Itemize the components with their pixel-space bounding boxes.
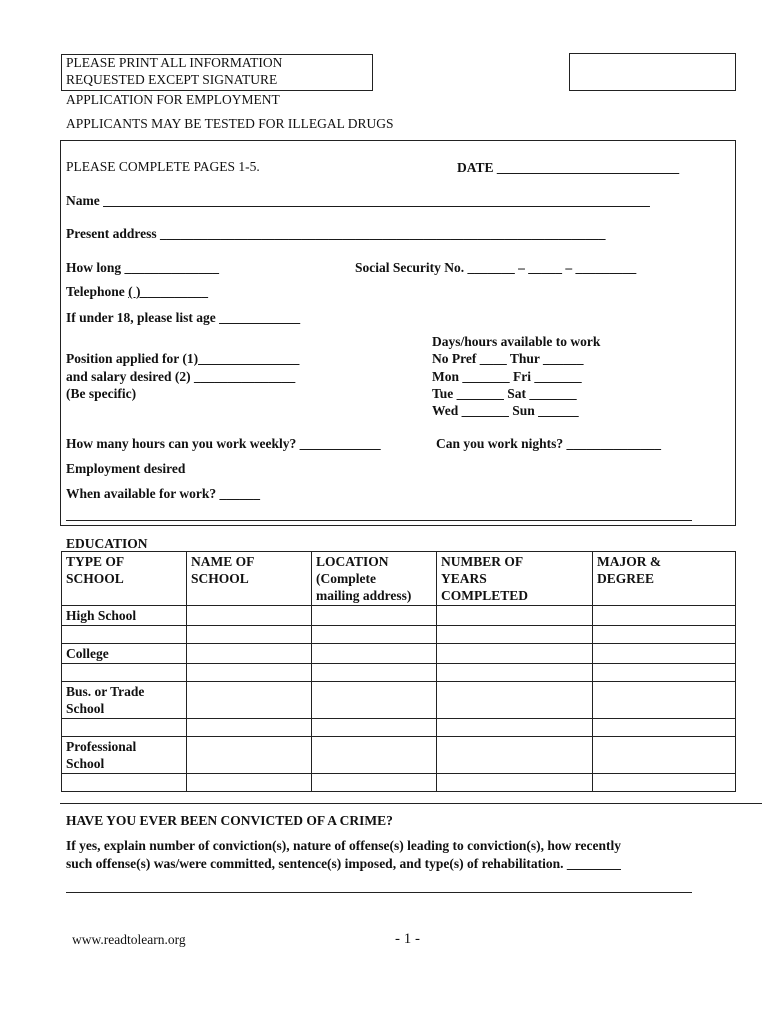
table-cell[interactable] [312, 774, 437, 792]
print-notice-line-1: PLEASE PRINT ALL INFORMATION [66, 55, 283, 70]
telephone-number-blank[interactable]: __________ [140, 284, 209, 299]
row-label-bus-trade: Bus. or Trade School [62, 682, 187, 719]
telephone-area-code[interactable]: ( ) [128, 284, 141, 299]
days-row-4[interactable]: Wed _______ Sun ______ [432, 403, 579, 418]
drug-test-notice: APPLICANTS MAY BE TESTED FOR ILLEGAL DRUGS [66, 116, 394, 131]
table-cell[interactable] [187, 774, 312, 792]
table-cell[interactable] [187, 719, 312, 737]
table-cell[interactable] [62, 664, 187, 682]
complete-pages-note: PLEASE COMPLETE PAGES 1-5. [66, 159, 260, 174]
col-header-years: NUMBER OF YEARS COMPLETED [437, 552, 593, 606]
table-cell[interactable] [187, 682, 312, 719]
days-row-3[interactable]: Tue _______ Sat _______ [432, 386, 577, 401]
crime-question: HAVE YOU EVER BEEN CONVICTED OF A CRIME? [66, 813, 393, 828]
row-label-high-school: High School [62, 606, 187, 626]
table-cell[interactable] [437, 644, 593, 664]
col-header-type: TYPE OF SCHOOL [62, 552, 187, 606]
table-cell[interactable] [62, 719, 187, 737]
days-row-2[interactable]: Mon _______ Fri _______ [432, 369, 582, 384]
table-cell[interactable] [187, 737, 312, 774]
table-cell[interactable] [437, 774, 593, 792]
under-18-age-field[interactable]: If under 18, please list age ____________ [66, 310, 301, 325]
work-nights-field[interactable]: Can you work nights? ______________ [436, 436, 662, 451]
date-field[interactable]: DATE ___________________________ [457, 160, 680, 175]
table-cell[interactable] [312, 644, 437, 664]
how-long-field[interactable]: How long ______________ [66, 260, 220, 275]
table-cell[interactable] [62, 774, 187, 792]
telephone-field[interactable] [66, 283, 208, 300]
table-cell[interactable] [593, 719, 736, 737]
table-cell[interactable] [437, 606, 593, 626]
table-row [62, 737, 736, 774]
table-row [62, 606, 736, 626]
office-use-box [569, 53, 736, 91]
employment-desired-line[interactable] [66, 520, 692, 521]
table-cell[interactable] [593, 682, 736, 719]
when-available-field[interactable]: When available for work? ______ [66, 486, 261, 501]
ssn-field[interactable]: Social Security No. _______ – _____ – _________ [355, 260, 637, 275]
table-row [62, 719, 736, 737]
education-header-row [62, 552, 736, 606]
table-cell[interactable] [312, 719, 437, 737]
col-header-name: NAME OF SCHOOL [187, 552, 312, 606]
table-cell[interactable] [312, 682, 437, 719]
table-cell[interactable] [187, 606, 312, 626]
col-header-major: MAJOR & DEGREE [593, 552, 736, 606]
table-cell[interactable] [437, 626, 593, 644]
page-number: - 1 - [395, 931, 420, 947]
table-cell[interactable] [437, 737, 593, 774]
row-label-professional: Professional School [62, 737, 187, 774]
table-cell[interactable] [312, 606, 437, 626]
col-header-location: LOCATION (Complete mailing address) [312, 552, 437, 606]
table-row [62, 626, 736, 644]
present-address-field[interactable]: Present address __________________________________________________________________ [66, 226, 606, 241]
position-be-specific: (Be specific) [66, 386, 137, 401]
position-applied-2[interactable]: and salary desired (2) _______________ [66, 369, 296, 384]
table-cell[interactable] [62, 626, 187, 644]
days-row-1[interactable]: No Pref ____ Thur ______ [432, 351, 584, 366]
table-cell[interactable] [312, 626, 437, 644]
table-cell[interactable] [187, 644, 312, 664]
table-cell[interactable] [187, 664, 312, 682]
table-cell[interactable] [437, 682, 593, 719]
crime-explain-line-2[interactable]: such offense(s) was/were committed, sentence(s) imposed, and type(s) of rehabilitation. ________ [66, 856, 621, 871]
table-cell[interactable] [593, 644, 736, 664]
application-title: APPLICATION FOR EMPLOYMENT [66, 92, 280, 107]
section-divider [60, 803, 762, 804]
education-table [61, 551, 736, 792]
table-cell[interactable] [593, 774, 736, 792]
name-field[interactable]: Name _________________________________________________________________________________ [66, 193, 650, 208]
crime-explain-line-1: If yes, explain number of conviction(s), nature of offense(s) leading to conviction(s), how recently [66, 838, 621, 853]
print-notice-line-2: REQUESTED EXCEPT SIGNATURE [66, 72, 278, 87]
table-cell[interactable] [437, 664, 593, 682]
table-row [62, 644, 736, 664]
table-cell[interactable] [593, 606, 736, 626]
footer-website: www.readtolearn.org [72, 932, 186, 947]
table-cell[interactable] [437, 719, 593, 737]
crime-explain-blank-line[interactable] [66, 892, 692, 893]
education-heading: EDUCATION [66, 536, 148, 551]
table-row [62, 774, 736, 792]
days-available-title: Days/hours available to work [432, 334, 601, 349]
employment-desired-label: Employment desired [66, 461, 186, 476]
table-row [62, 664, 736, 682]
telephone-label: Telephone [66, 284, 129, 299]
table-cell[interactable] [312, 664, 437, 682]
table-row [62, 682, 736, 719]
table-cell[interactable] [593, 664, 736, 682]
table-cell[interactable] [187, 626, 312, 644]
hours-weekly-field[interactable]: How many hours can you work weekly? ____________ [66, 436, 381, 451]
table-cell[interactable] [593, 626, 736, 644]
position-applied-1[interactable]: Position applied for (1)_______________ [66, 351, 300, 366]
row-label-college: College [62, 644, 187, 664]
table-cell[interactable] [312, 737, 437, 774]
table-cell[interactable] [593, 737, 736, 774]
